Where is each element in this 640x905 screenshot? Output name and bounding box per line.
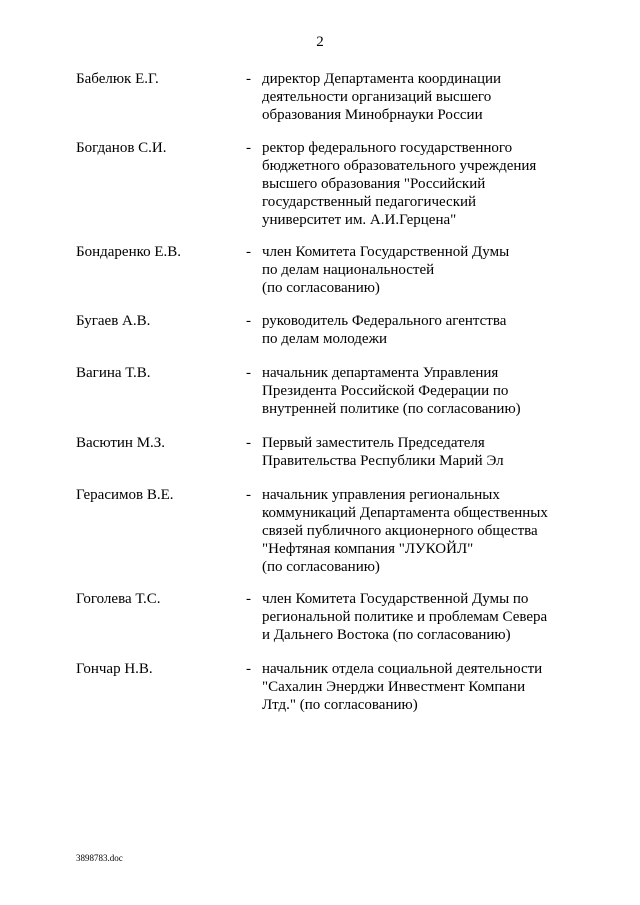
position-line: деятельности организаций высшего (262, 89, 492, 105)
position-line: Первый заместитель Председателя (262, 435, 485, 451)
position-line: (по согласованию) (262, 280, 380, 296)
position-line: по делам национальностей (262, 262, 435, 278)
entry-dash: - (246, 661, 251, 677)
position-line: внутренней политике (по согласованию) (262, 401, 521, 417)
position-line: начальник управления региональных (262, 487, 500, 503)
position-line: начальник отдела социальной деятельности (262, 661, 543, 677)
entry-dash: - (246, 71, 251, 87)
position-line: член Комитета Государственной Думы по (262, 591, 529, 607)
position-line: (по согласованию) (262, 559, 380, 575)
entry-dash: - (246, 487, 251, 503)
member-position (262, 590, 562, 644)
position-line: "Нефтяная компания "ЛУКОЙЛ" (262, 541, 474, 557)
position-line: Президента Российской Федерации по (262, 383, 509, 399)
entry-dash: - (246, 313, 251, 329)
entry-dash: - (246, 244, 251, 260)
member-name: Бабелюк Е.Г. (76, 71, 159, 87)
position-line: государственный педагогический (262, 194, 477, 210)
position-line: коммуникаций Департамента общественных (262, 505, 548, 521)
position-line: связей публичного акционерного общества (262, 523, 538, 539)
position-line: член Комитета Государственной Думы (262, 244, 510, 260)
position-line: ректор федерального государственного (262, 140, 513, 156)
member-position (262, 364, 562, 418)
position-line: Лтд." (по согласованию) (262, 697, 418, 713)
position-line: "Сахалин Энерджи Инвестмент Компани (262, 679, 526, 695)
page-number: 2 (316, 34, 324, 50)
position-line: университет им. А.И.Герцена" (262, 212, 457, 228)
entry-dash: - (246, 435, 251, 451)
position-line: Правительства Республики Марий Эл (262, 453, 504, 469)
member-name: Вагина Т.В. (76, 365, 151, 381)
member-position (262, 660, 562, 714)
position-line: и Дальнего Востока (по согласованию) (262, 627, 511, 643)
member-position (262, 139, 562, 229)
member-name: Бугаев А.В. (76, 313, 151, 329)
document-code: 3898783.doc (76, 853, 123, 863)
position-line: руководитель Федерального агентства (262, 313, 507, 329)
position-line: по делам молодежи (262, 331, 387, 347)
member-position (262, 243, 562, 297)
member-name: Герасимов В.Е. (76, 487, 174, 503)
position-line: бюджетного образовательного учреждения (262, 158, 537, 174)
member-name: Гончар Н.В. (76, 661, 153, 677)
member-position (262, 434, 562, 470)
member-name: Бондаренко Е.В. (76, 244, 182, 260)
member-name: Богданов С.И. (76, 140, 167, 156)
entry-dash: - (246, 365, 251, 381)
position-line: образования Минобрнауки России (262, 107, 483, 123)
entry-dash: - (246, 591, 251, 607)
position-line: директор Департамента координации (262, 71, 502, 87)
entry-dash: - (246, 140, 251, 156)
member-name: Гоголева Т.С. (76, 591, 161, 607)
member-position (262, 70, 562, 124)
member-position (262, 486, 562, 576)
position-line: начальник департамента Управления (262, 365, 499, 381)
member-name: Васютин М.З. (76, 435, 166, 451)
position-line: региональной политике и проблемам Севера (262, 609, 548, 625)
member-position (262, 312, 562, 348)
position-line: высшего образования "Российский (262, 176, 486, 192)
